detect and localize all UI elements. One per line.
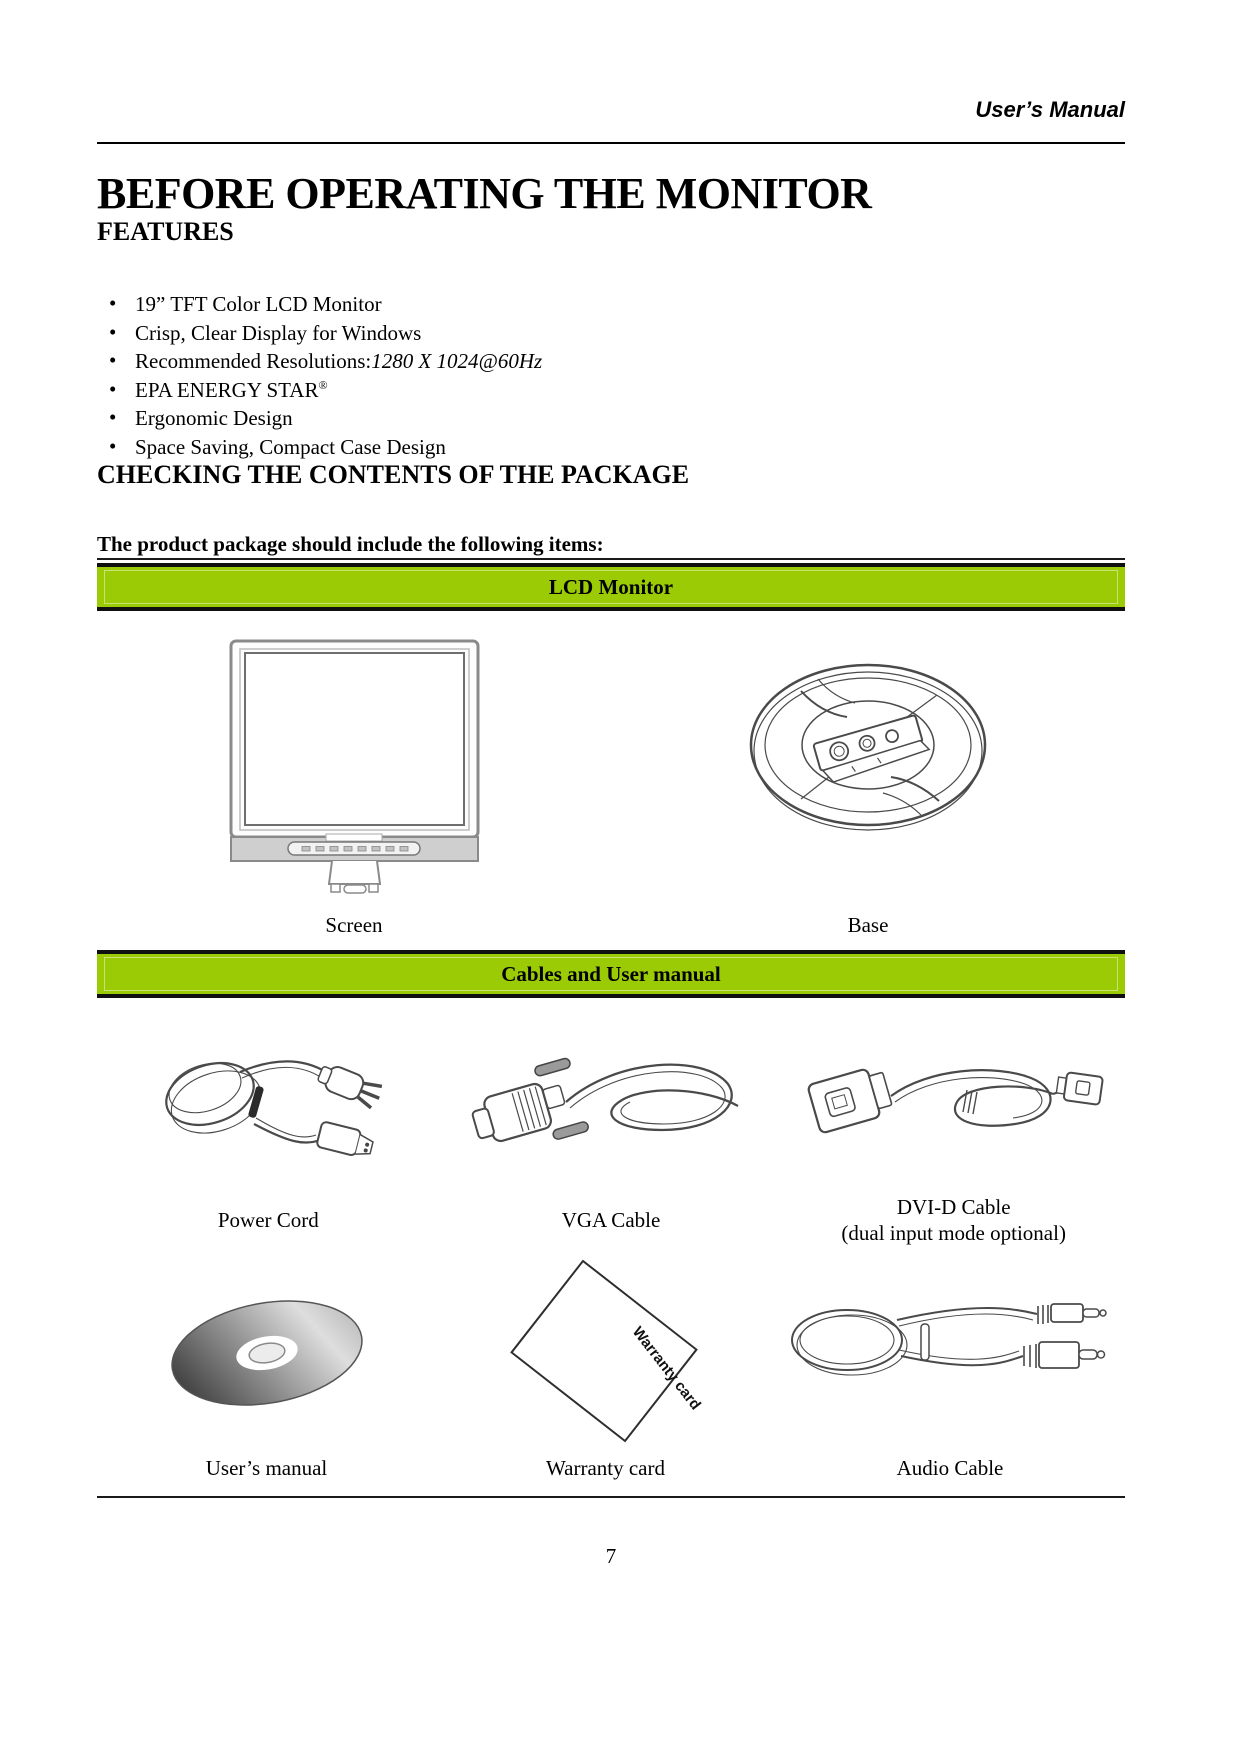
vga-cable-illustration <box>466 1042 756 1166</box>
doc-header: User’s Manual <box>975 97 1125 122</box>
banner-cables <box>97 950 1125 998</box>
cell-warranty-card <box>436 1256 775 1496</box>
features-list <box>97 290 1125 461</box>
feature-text: Ergonomic Design <box>135 406 293 430</box>
feature-item <box>97 290 1125 319</box>
label-base: Base <box>847 913 889 937</box>
banner-label: LCD Monitor <box>548 574 674 599</box>
registered-mark: ® <box>318 377 328 392</box>
row-accessories <box>97 1256 1125 1496</box>
screen-illustration <box>228 639 481 894</box>
feature-item <box>97 376 1125 405</box>
page-number: 7 <box>605 1544 617 1568</box>
label-power-cord <box>218 1192 319 1256</box>
feature-text: EPA ENERGY STAR <box>135 377 319 402</box>
cell-screen <box>97 611 611 950</box>
feature-item <box>97 347 1125 376</box>
label-audio-cable: Audio Cable <box>896 1456 1004 1480</box>
feature-text: 19” TFT Color LCD Monitor <box>135 292 382 316</box>
label-vga-cable <box>562 1192 661 1256</box>
cell-audio-cable <box>775 1256 1125 1496</box>
features-heading: FEATURES <box>97 217 234 246</box>
label-screen: Screen <box>325 913 383 937</box>
warranty-card-text: Warranty card <box>628 1323 704 1414</box>
cell-users-manual <box>97 1256 436 1496</box>
label-line: VGA Cable <box>561 1208 661 1232</box>
label-line: Power Cord <box>217 1208 319 1232</box>
label-line: (dual input mode optional) <box>841 1221 1066 1245</box>
header-rule <box>97 142 1125 144</box>
checking-heading: CHECKING THE CONTENTS OF THE PACKAGE <box>97 460 690 489</box>
banner-label: Cables and User manual <box>501 961 721 986</box>
dvi-cable-illustration <box>799 1046 1109 1156</box>
bullet-icon: • <box>109 348 117 372</box>
cell-dvi-cable <box>782 998 1125 1256</box>
label-warranty-card: Warranty card <box>546 1456 665 1480</box>
feature-item <box>97 404 1125 433</box>
label-users-manual: User’s manual <box>205 1456 328 1480</box>
feature-item <box>97 433 1125 462</box>
power-cord-illustration <box>148 1044 388 1168</box>
feature-text: Crisp, Clear Display for Windows <box>135 320 422 345</box>
row-monitor-parts <box>97 611 1125 950</box>
row-cables <box>97 998 1125 1256</box>
bullet-icon: • <box>109 376 117 401</box>
cell-power-cord <box>97 998 440 1256</box>
feature-text: Recommended Resolutions: <box>135 349 372 373</box>
banner-lcd-monitor <box>97 563 1125 611</box>
base-illustration <box>743 653 993 848</box>
bullet-icon: • <box>109 405 117 429</box>
label-dvi-cable <box>841 1192 1066 1256</box>
feature-item <box>97 319 1125 348</box>
audio-cable-illustration <box>775 1296 1125 1391</box>
bullet-icon: • <box>109 433 117 458</box>
feature-text: Space Saving, Compact Case Design <box>135 434 446 459</box>
bullet-icon: • <box>109 291 117 315</box>
package-intro: The product package should include the following items: <box>97 532 604 556</box>
cd-illustration <box>167 1296 367 1411</box>
feature-text-italic: 1280 X 1024@60Hz <box>371 349 543 373</box>
cell-base <box>611 611 1125 950</box>
bullet-icon: • <box>109 319 117 344</box>
page-title: BEFORE OPERATING THE MONITOR <box>97 169 872 218</box>
cell-vga-cable <box>440 998 783 1256</box>
label-line: DVI-D Cable <box>896 1195 1011 1219</box>
warranty-card-illustration <box>501 1256 711 1446</box>
package-table <box>97 558 1125 1498</box>
